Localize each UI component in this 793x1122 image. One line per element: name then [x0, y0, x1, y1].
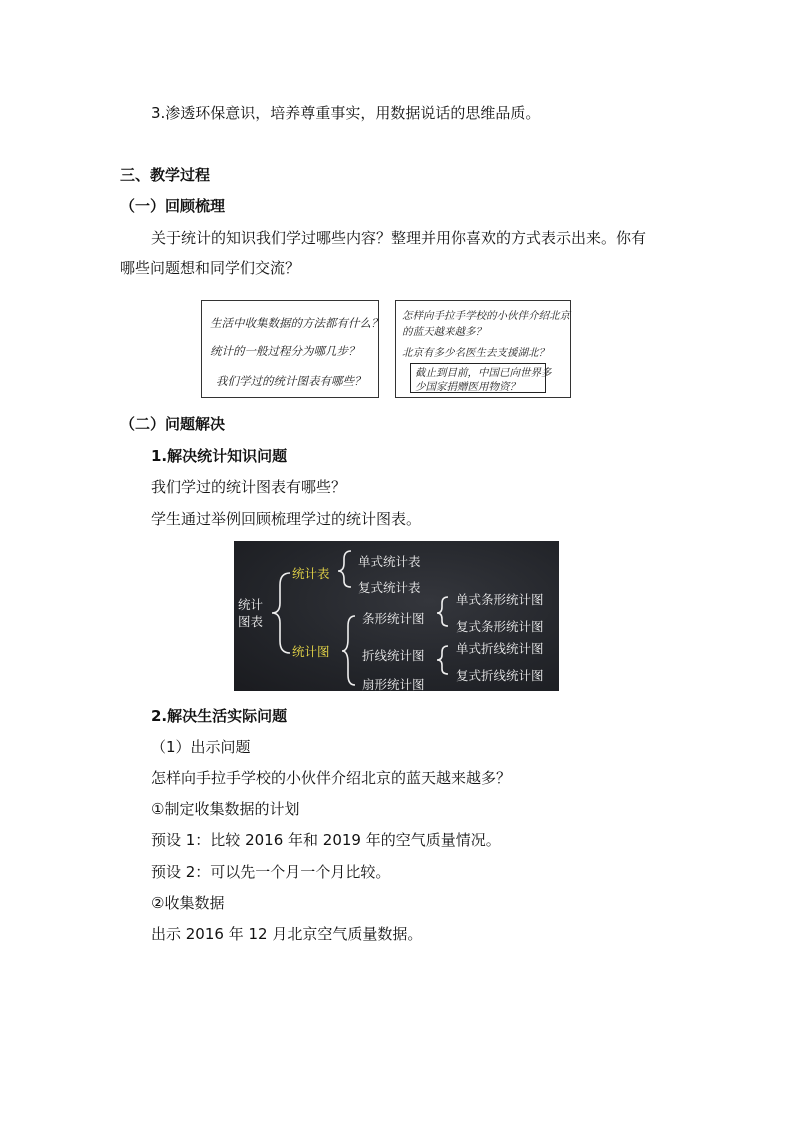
- handwritten-card-left: [201, 300, 383, 398]
- compound-table-label: 复式统计表: [358, 580, 421, 595]
- bar-chart-label: 条形统计图: [362, 611, 425, 626]
- pie-chart-label: 扇形统计图: [362, 677, 425, 691]
- subsection-heading: 2.解决生活实际问题: [151, 707, 288, 725]
- single-table-label: 单式统计表: [358, 554, 421, 569]
- card-question: 生活中收集数据的方法都有什么？: [210, 316, 383, 330]
- text-line: 关于统计的知识我们学过哪些内容？整理并用你喜欢的方式表示出来。你有: [151, 229, 647, 247]
- text-line: 学生通过举例回顾梳理学过的统计图表。: [151, 510, 422, 528]
- chart-label: 统计图: [292, 644, 330, 659]
- text-line: 出示 2016 年 12 月北京空气质量数据。: [151, 925, 423, 943]
- section-heading: 三、教学过程: [120, 166, 211, 184]
- card-question: 少国家捐赠医用物资？: [415, 381, 520, 393]
- handwritten-card-right: [395, 300, 571, 398]
- text-line: 预设 1：比较 2016 年和 2019 年的空气质量情况。: [151, 831, 501, 849]
- card-question: 统计的一般过程分为哪几步？: [210, 344, 360, 358]
- text-line: ②收集数据: [151, 894, 225, 912]
- subsection-heading: 1.解决统计知识问题: [151, 447, 288, 465]
- subsection-heading: （二）问题解决: [120, 415, 226, 433]
- root-label: 统计 图表: [238, 597, 264, 629]
- single-line-label: 单式折线统计图: [456, 641, 544, 656]
- single-bar-label: 单式条形统计图: [456, 592, 544, 607]
- text-line: 哪些问题想和同学们交流？: [120, 259, 301, 277]
- text-line: 怎样向手拉手学校的小伙伴介绍北京的蓝天越来越多？: [151, 769, 512, 787]
- card-question: 北京有多少名医生去支援湖北？: [402, 347, 549, 359]
- card-question: 截止到目前，中国已向世界多: [415, 367, 552, 379]
- text-line: 我们学过的统计图表有哪些？: [151, 478, 347, 496]
- table-label: 统计表: [292, 566, 330, 581]
- card-boxed-question: [410, 363, 552, 393]
- text-line: （1）出示问题: [151, 738, 251, 756]
- statistics-chart-tree-diagram: [234, 541, 559, 691]
- card-question: 怎样向手拉手学校的小伙伴介绍北京: [402, 310, 570, 322]
- compound-line-label: 复式折线统计图: [456, 668, 544, 683]
- text-line: ①制定收集数据的计划: [151, 800, 300, 818]
- text-line: 3.渗透环保意识，培养尊重事实，用数据说话的思维品质。: [151, 104, 541, 122]
- text-line: 预设 2：可以先一个月一个月比较。: [151, 863, 391, 881]
- subsection-heading: （一）回顾梳理: [120, 197, 226, 215]
- line-chart-label: 折线统计图: [362, 648, 425, 663]
- compound-bar-label: 复式条形统计图: [456, 619, 544, 634]
- card-question: 的蓝天越来越多？: [402, 326, 486, 338]
- card-question: 我们学过的统计图表有哪些？: [216, 374, 366, 388]
